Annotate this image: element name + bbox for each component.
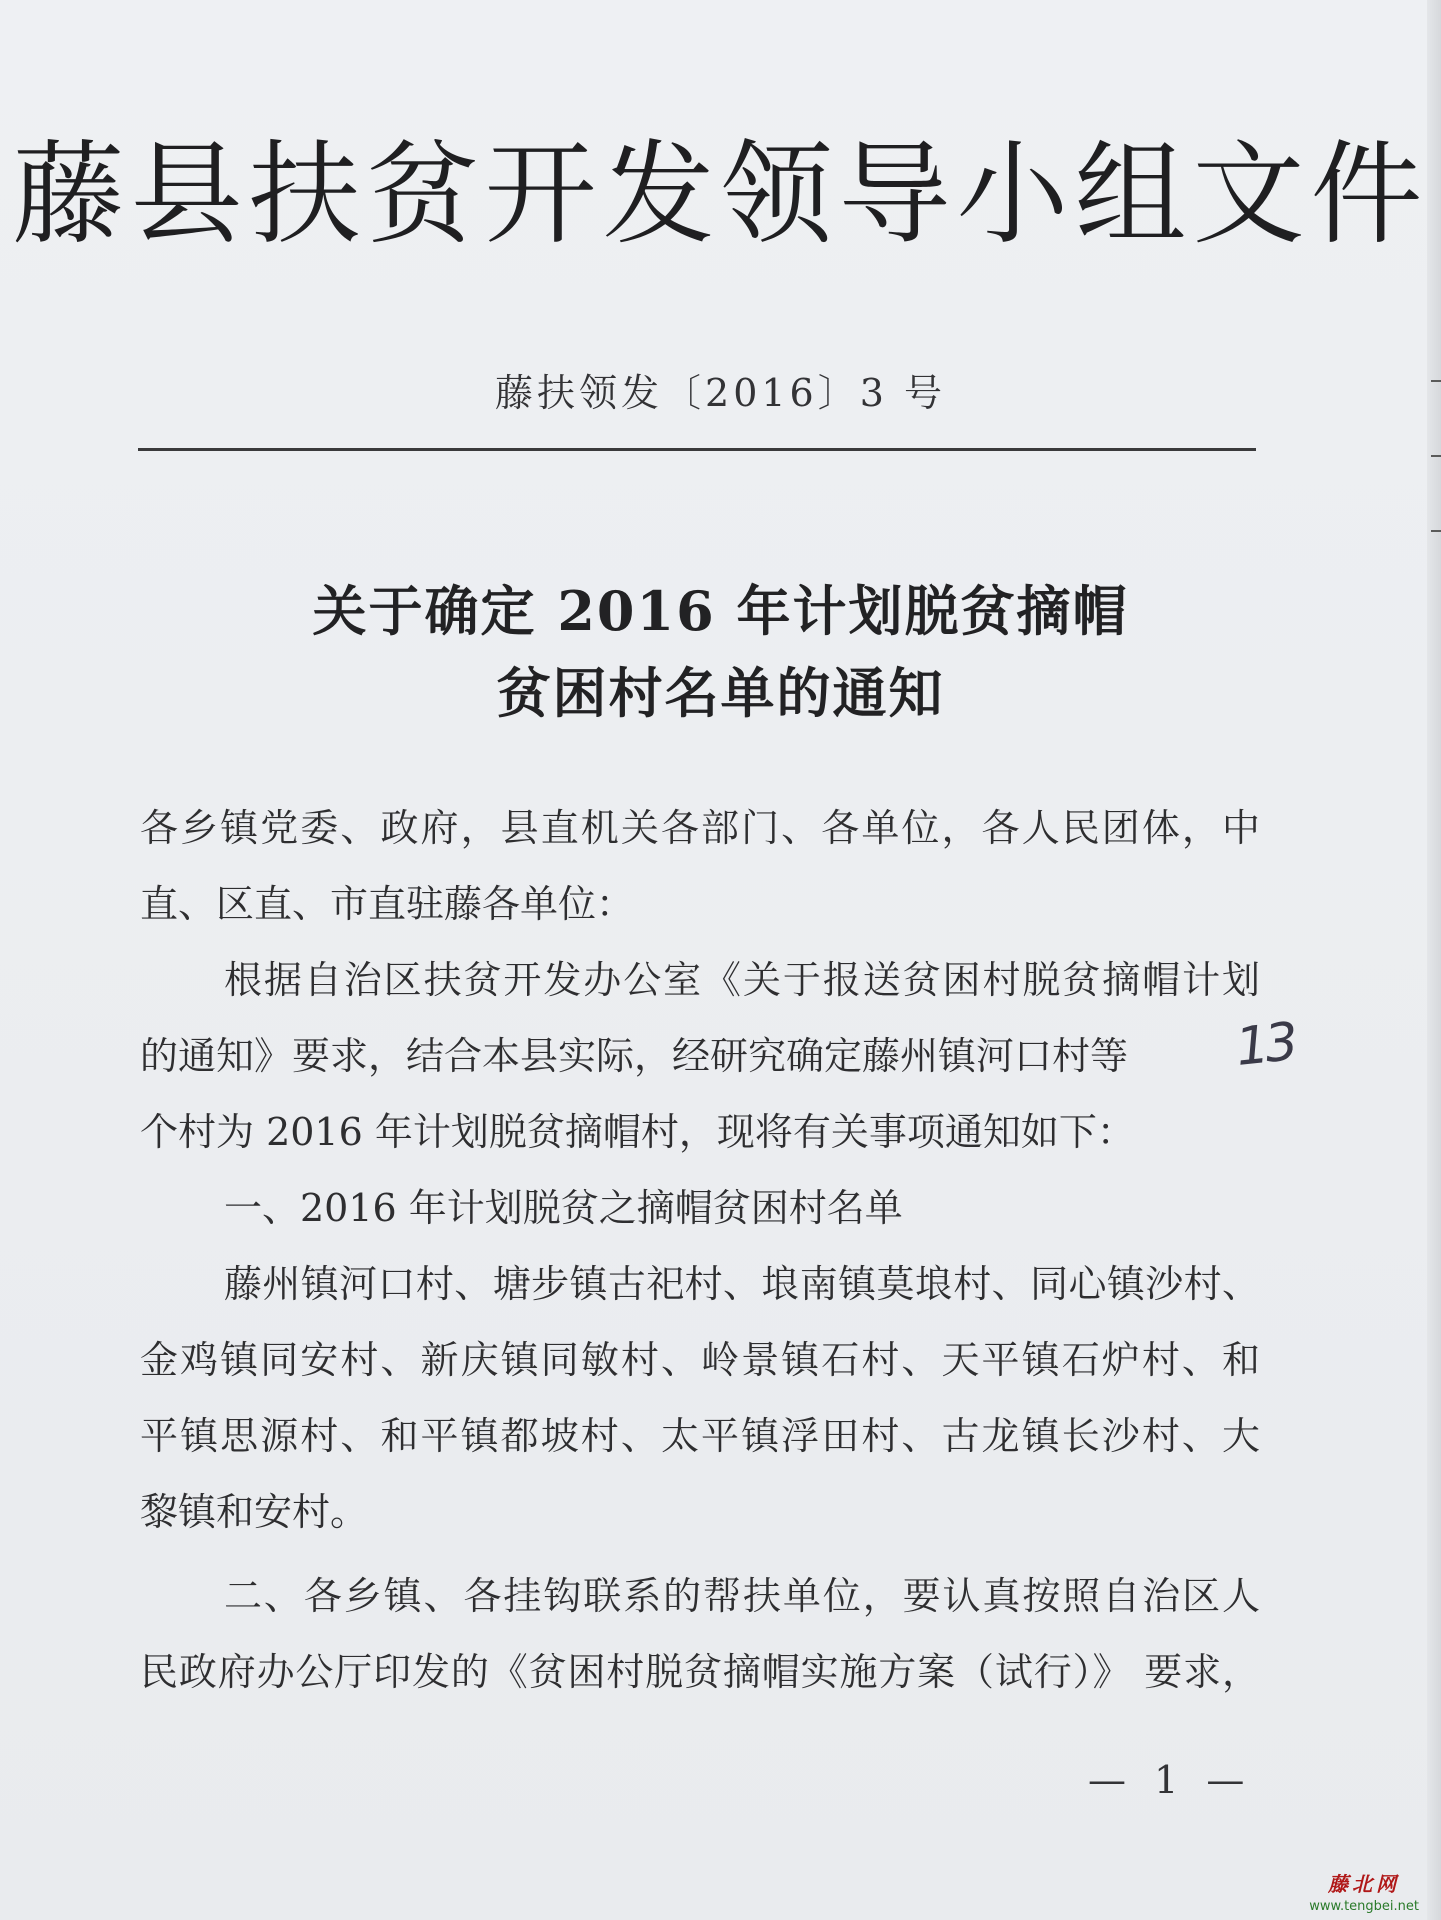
- notice-body: [140, 790, 1260, 1710]
- village-list-line: 金鸡镇同安村、新庆镇同敏村、岭景镇石村、天平镇石炉村、和: [140, 1338, 1260, 1382]
- salutation-line: 直、区直、市直驻藤各单位：: [140, 882, 635, 926]
- salutation-line: 各乡镇党委、政府，县直机关各部门、各单位，各人民团体，中: [140, 806, 1260, 850]
- subject-line-2: 贫困村名单的通知: [496, 661, 945, 725]
- document-number: 藤扶领发〔2016〕3 号: [495, 371, 946, 415]
- village-list-line: 黎镇和安村。: [140, 1490, 369, 1534]
- document-header-title: 藤县扶贫开发领导小组文件: [12, 130, 1429, 260]
- page-number: — 1 —: [1088, 1758, 1253, 1802]
- intro-line: 个村为 2016 年计划脱贫摘帽村，现将有关事项通知如下：: [140, 1110, 1135, 1154]
- village-list-line: 藤州镇河口村、塘步镇古祀村、埌南镇莫埌村、同心镇沙村、: [224, 1262, 1260, 1306]
- intro-line: 根据自治区扶贫开发办公室《关于报送贫困村脱贫摘帽计划: [224, 958, 1260, 1002]
- section1-heading: 一、2016 年计划脱贫之摘帽贫困村名单: [224, 1186, 903, 1230]
- edge-mark: [1431, 455, 1441, 457]
- section2-line: 民政府办公厅印发的《贫困村脱贫摘帽实施方案（试行）》 要求，: [140, 1650, 1260, 1694]
- header-divider-rule: [138, 448, 1256, 451]
- watermark-url: www.tengbei.net: [1309, 1899, 1419, 1914]
- subject-line-1: 关于确定 2016 年计划脱贫摘帽: [312, 579, 1129, 643]
- site-watermark: [1309, 1868, 1419, 1914]
- intro-line: 的通知》要求，结合本县实际，经研究确定藤州镇河口村等: [140, 1034, 1129, 1078]
- watermark-name: 藤北网: [1328, 1872, 1401, 1896]
- paper-edge: [1427, 0, 1441, 1920]
- handwritten-village-count: 13: [1233, 1012, 1298, 1078]
- village-list-line: 平镇思源村、和平镇都坡村、太平镇浮田村、古龙镇长沙村、大: [140, 1414, 1260, 1458]
- section2-line: 二、各乡镇、各挂钩联系的帮扶单位，要认真按照自治区人: [224, 1574, 1260, 1618]
- edge-mark: [1431, 530, 1441, 532]
- notice-subject: [0, 570, 1441, 734]
